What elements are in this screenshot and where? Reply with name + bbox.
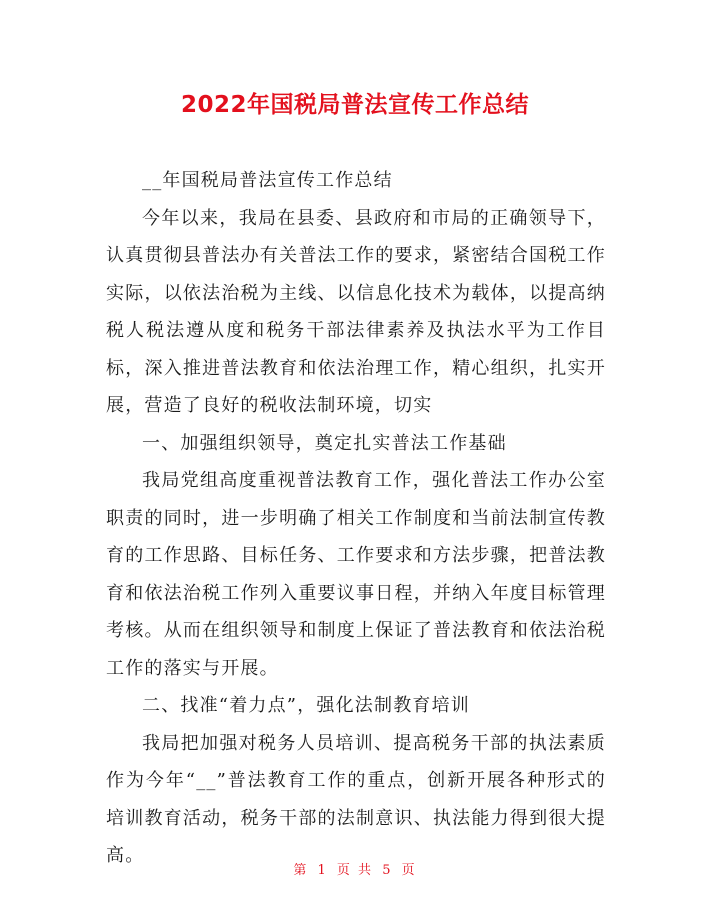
section-heading-1: 一、加强组织领导，奠定扎实普法工作基础 xyxy=(142,432,507,454)
total-page-count: 5 xyxy=(382,863,393,878)
subtitle-paragraph: __年国税局普法宣传工作总结 xyxy=(142,170,393,191)
footer-suffix: 页 xyxy=(401,863,417,878)
section-heading-2: 二、找准“着力点”，强化法制教育培训 xyxy=(142,695,471,716)
intro-paragraph: 今年以来，我局在县委、县政府和市局的正确领导下，认真贯彻县普法办有关普法工作的要求，紧密结合国税工作实际，以依法治税为主线、以信息化技术为载体，以提高纳税人税法遵从度和税务干部法律素养及执法水平为工作目标，深入推进普法教育和依法治理工作，精心组织，扎实开展，营造了良好的税收法制环境，切实 xyxy=(106,207,606,416)
section-1-paragraph: 我局党组高度重视普法教育工作，强化普法工作办公室职责的同时，进一步明确了相关工作制度和当前法制宣传教育的工作思路、目标任务、工作要求和方法步骤，把普法教育和依法治税工作列入重要议事日程，并纳入年度目标管理考核。从而在组织领导和制度上保证了普法教育和依法治税工作的落实与开展。 xyxy=(106,470,606,679)
current-page-number: 1 xyxy=(317,863,328,878)
document-title: 2022年国税局普法宣传工作总结 xyxy=(180,92,529,118)
footer-prefix: 第 xyxy=(293,863,309,878)
page-footer xyxy=(0,859,710,878)
footer-middle: 页 共 xyxy=(336,863,374,878)
section-2-paragraph: 我局把加强对税务人员培训、提高税务干部的执法素质作为今年“__”普法教育工作的重点，创新开展各种形式的培训教育活动，税务干部的法制意识、执法能力得到很大提高。 xyxy=(106,732,606,866)
document-body xyxy=(106,162,606,875)
